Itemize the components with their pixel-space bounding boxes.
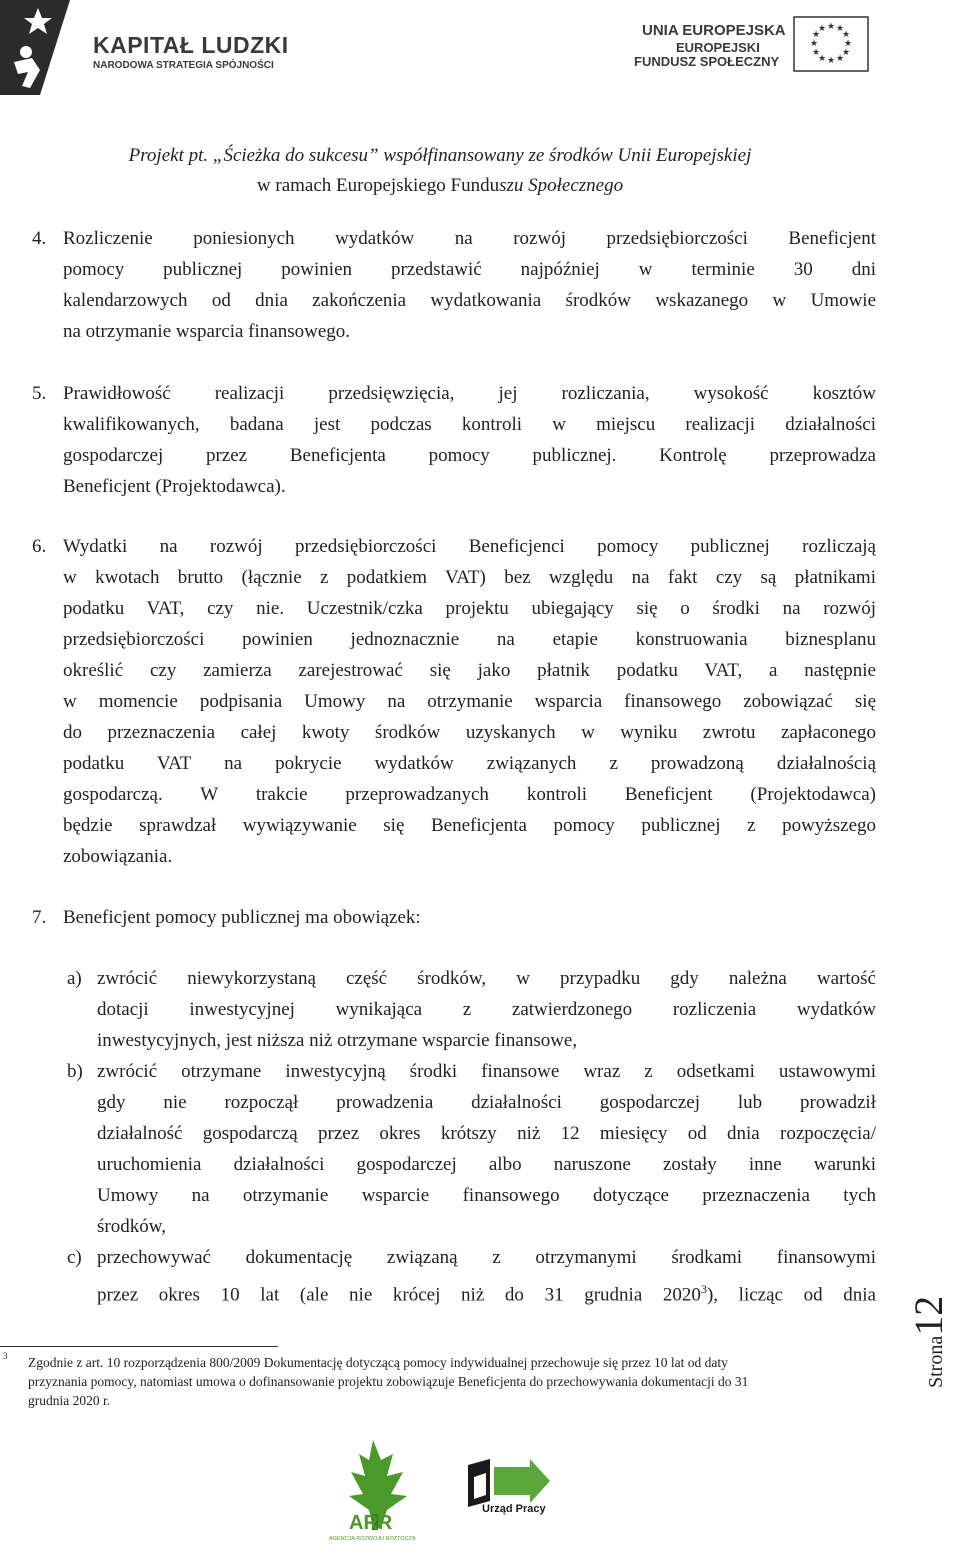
section-6-number: 6.	[32, 536, 47, 557]
section-6-line: w momencie podpisania Umowy na otrzymanie wsparcia finansowego zobowiązać się	[63, 691, 876, 712]
page-label: Strona	[925, 1335, 947, 1388]
eu-fund-line2: FUNDUSZ SPOŁECZNY	[634, 54, 780, 69]
item-a-line: dotacji inwestycyjnej wynikająca z zatwierdzonego rozliczenia wydatków	[97, 999, 876, 1020]
svg-text:★: ★	[841, 30, 851, 40]
footnote-ref[interactable]: 3	[700, 1282, 707, 1296]
eu-title: UNIA EUROPEJSKA	[642, 22, 786, 39]
section-4-number: 4.	[32, 228, 47, 249]
page-number	[905, 1296, 960, 1416]
footnote-line: grudnia 2020 r.	[28, 1393, 111, 1408]
eu-fund-line1: EUROPEJSKI	[676, 40, 760, 55]
svg-text:★: ★	[811, 30, 821, 40]
kapital-ludzki-emblem-icon	[0, 0, 90, 95]
section-5-line: gospodarczej przez Beneficjenta pomocy publicznej. Kontrolę przeprowadza	[63, 445, 876, 466]
item-b-line: działalność gospodarczą przez okres krótszy niż 12 miesięcy od dnia rozpoczęcia/	[97, 1123, 876, 1144]
svg-text:★: ★	[826, 56, 836, 66]
section-4-line: na otrzymanie wsparcia finansowego.	[63, 321, 351, 342]
footnote-mark: 3	[3, 1351, 8, 1361]
item-a-line: inwestycyjnych, jest niższa niż otrzymane wsparcie finansowe,	[97, 1030, 578, 1051]
svg-text:★: ★	[811, 48, 821, 58]
section-6-line: gospodarczą. W trakcie przeprowadzanych kontroli Beneficjent (Projektodawca)	[63, 784, 876, 805]
footnote-line: Zgodnie z art. 10 rozporządzenia 800/2009 Dokumentację dotyczącą pomocy indywidualnej przechowuje się przez 10 lat od daty	[28, 1355, 728, 1370]
item-c-label: c)	[67, 1247, 82, 1268]
section-6-line: podatku VAT na pokrycie wydatków związanych z prowadzoną działalnością	[63, 753, 876, 774]
item-b-line: środków,	[97, 1216, 166, 1237]
footnote-line: przyznania pomocy, natomiast umowa o dofinansowanie projektu zobowiązuje Beneficjenta do przechowywania dokumentacji do 31	[28, 1374, 749, 1389]
urzad-pracy-text: Urząd Pracy	[482, 1503, 546, 1515]
item-a-label: a)	[67, 968, 82, 989]
svg-text:★: ★	[843, 39, 853, 49]
section-4-line: Rozliczenie poniesionych wydatków na rozwój przedsiębiorczości Beneficjent	[63, 228, 876, 249]
svg-text:★: ★	[817, 54, 827, 64]
arr-subtext: AGENCJA ROZWOJU ROZTOCZA	[329, 1536, 416, 1542]
section-5-number: 5.	[32, 383, 47, 404]
section-5-line: Prawidłowość realizacji przedsięwzięcia, jej rozliczania, wysokość kosztów	[63, 383, 876, 404]
item-c-line2	[97, 1277, 876, 1306]
svg-text:★: ★	[835, 24, 845, 34]
section-4-line: pomocy publicznej powinien przedstawić najpóźniej w terminie 30 dni	[63, 259, 876, 280]
eu-flag-icon	[793, 16, 869, 72]
section-4-line: kalendarzowych od dnia zakończenia wydatkowania środków wskazanego w Umowie	[63, 290, 876, 311]
item-b-line: Umowy na otrzymanie wsparcie finansowego dotyczące przeznaczenia tych	[97, 1185, 876, 1206]
section-6-line: zobowiązania.	[63, 846, 173, 867]
footnote-divider	[0, 1346, 278, 1347]
section-5-line: kwalifikowanych, badana jest podczas kontroli w miejscu realizacji działalności	[63, 414, 876, 435]
item-b-line: uruchomienia działalności gospodarczej albo naruszone zostały inne warunki	[97, 1154, 876, 1175]
svg-text:★: ★	[817, 24, 827, 34]
item-c-line2-part1: przez okres 10 lat (ale nie krócej niż do 31 grudnia 2020	[97, 1284, 701, 1306]
section-6-line: w kwotach brutto (łącznie z podatkiem VAT) bez względu na fakt czy są płatnikami	[63, 567, 876, 588]
urzad-pracy-logo	[460, 1455, 570, 1525]
kapital-ludzki-title: KAPITAŁ LUDZKI	[93, 32, 289, 58]
item-b-label: b)	[67, 1061, 83, 1082]
item-b-line: zwrócić otrzymane inwestycyjną środki finansowe wraz z odsetkami ustawowymi	[97, 1061, 876, 1082]
arr-logo	[329, 1436, 416, 1550]
section-5-line: Beneficjent (Projektodawca).	[63, 476, 286, 497]
svg-text:★: ★	[826, 22, 836, 32]
project-subtitle-part2: szu Społecznego	[499, 175, 624, 196]
item-c-line2-part2: ), licząc od dnia	[706, 1284, 876, 1306]
section-6-line: do przeznaczenia całej kwoty środków uzyskanych w wyniku zwrotu zapłaconego	[63, 722, 876, 743]
project-subtitle-part1: w ramach Europejskiego Fundu	[256, 175, 500, 196]
project-title: Projekt pt. „Ścieżka do sukcesu” współfinansowany ze środków Unii Europejskiej	[128, 145, 752, 166]
arr-text: ARR	[349, 1512, 393, 1534]
kapital-ludzki-subtitle: NARODOWA STRATEGIA SPÓJNOŚCI	[93, 60, 274, 71]
item-c-line: przechowywać dokumentację związaną z otrzymanymi środkami finansowymi	[97, 1247, 876, 1268]
section-7-intro: Beneficjent pomocy publicznej ma obowiązek:	[63, 907, 421, 928]
section-6-line: przedsiębiorczości powinien jednoznacznie na etapie konstruowania biznesplanu	[63, 629, 876, 650]
section-6-line: określić czy zamierza zarejestrować się jako płatnik podatku VAT, a następnie	[63, 660, 876, 681]
section-6-line: Wydatki na rozwój przedsiębiorczości Beneficjenci pomocy publicznej rozliczają	[63, 536, 876, 557]
section-6-line: będzie sprawdzał wywiązywanie się Beneficjenta pomocy publicznej z powyższego	[63, 815, 876, 836]
project-subtitle	[0, 175, 880, 197]
item-b-line: gdy nie rozpoczął prowadzenia działalności gospodarczej lub prowadził	[97, 1092, 876, 1113]
page-value: 12	[906, 1295, 951, 1336]
svg-text:★: ★	[841, 48, 851, 58]
svg-text:★: ★	[835, 54, 845, 64]
item-a-line: zwrócić niewykorzystaną część środków, w przypadku gdy należna wartość	[97, 968, 876, 989]
section-6-line: podatku VAT, czy nie. Uczestnik/czka projektu ubiegający się o środki na rozwój	[63, 598, 876, 619]
section-7-number: 7.	[32, 907, 47, 928]
svg-text:★: ★	[809, 39, 819, 49]
